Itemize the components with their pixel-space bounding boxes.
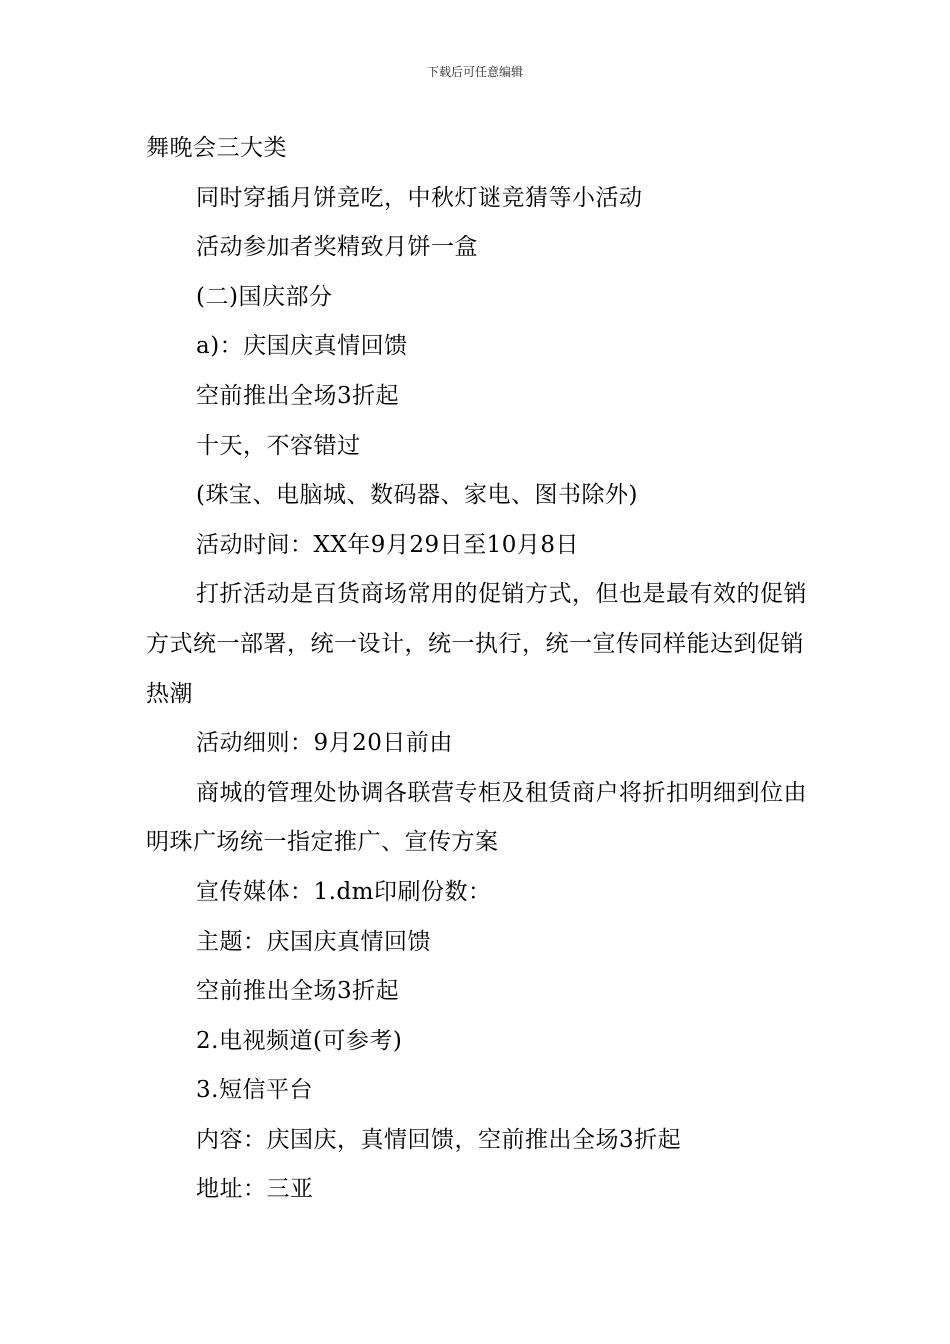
paragraph-block: 打折活动是百货商场常用的促销方式，但也是最有效的促销方式统一部署，统一设计，统一执行，统一宣传同样能达到促销热潮 xyxy=(146,581,807,707)
paragraph-line: 地址：三亚 xyxy=(196,1176,314,1203)
paragraph-line: (珠宝、电脑城、数码器、家电、图书除外) xyxy=(196,482,638,509)
paragraph-line: 3.短信平台 xyxy=(196,1077,313,1104)
paragraph-line: 空前推出全场3折起 xyxy=(196,978,400,1005)
section-heading: (二)国庆部分 xyxy=(196,283,333,310)
document-body xyxy=(146,124,808,1215)
paragraph-line: 活动参加者奖精致月饼一盒 xyxy=(196,234,478,261)
paragraph-line: 活动细则：9月20日前由 xyxy=(196,730,453,757)
paragraph-line: 空前推出全场3折起 xyxy=(196,382,400,409)
paragraph-line: 舞晚会三大类 xyxy=(146,135,287,161)
paragraph-line: a)：庆国庆真情回馈 xyxy=(196,333,408,360)
paragraph-line: 2.电视频道(可参考) xyxy=(196,1027,403,1054)
paragraph-line: 十天，不容错过 xyxy=(196,432,361,459)
paragraph-line: 内容：庆国庆，真情回馈，空前推出全场3折起 xyxy=(196,1126,682,1153)
paragraph-line: 同时穿插月饼竞吃，中秋灯谜竞猜等小活动 xyxy=(196,184,643,211)
paragraph-line: 主题：庆国庆真情回馈 xyxy=(196,928,431,955)
paragraph-line: 宣传媒体：1.dm印刷份数： xyxy=(196,878,492,905)
paragraph-block: 商城的管理处协调各联营专柜及租赁商户将折扣明细到位由明珠广场统一指定推广、宣传方案 xyxy=(146,779,807,856)
paragraph-line: 活动时间：XX年9月29日至10月8日 xyxy=(196,531,580,558)
page-header: 下载后可任意编辑 xyxy=(426,65,523,79)
